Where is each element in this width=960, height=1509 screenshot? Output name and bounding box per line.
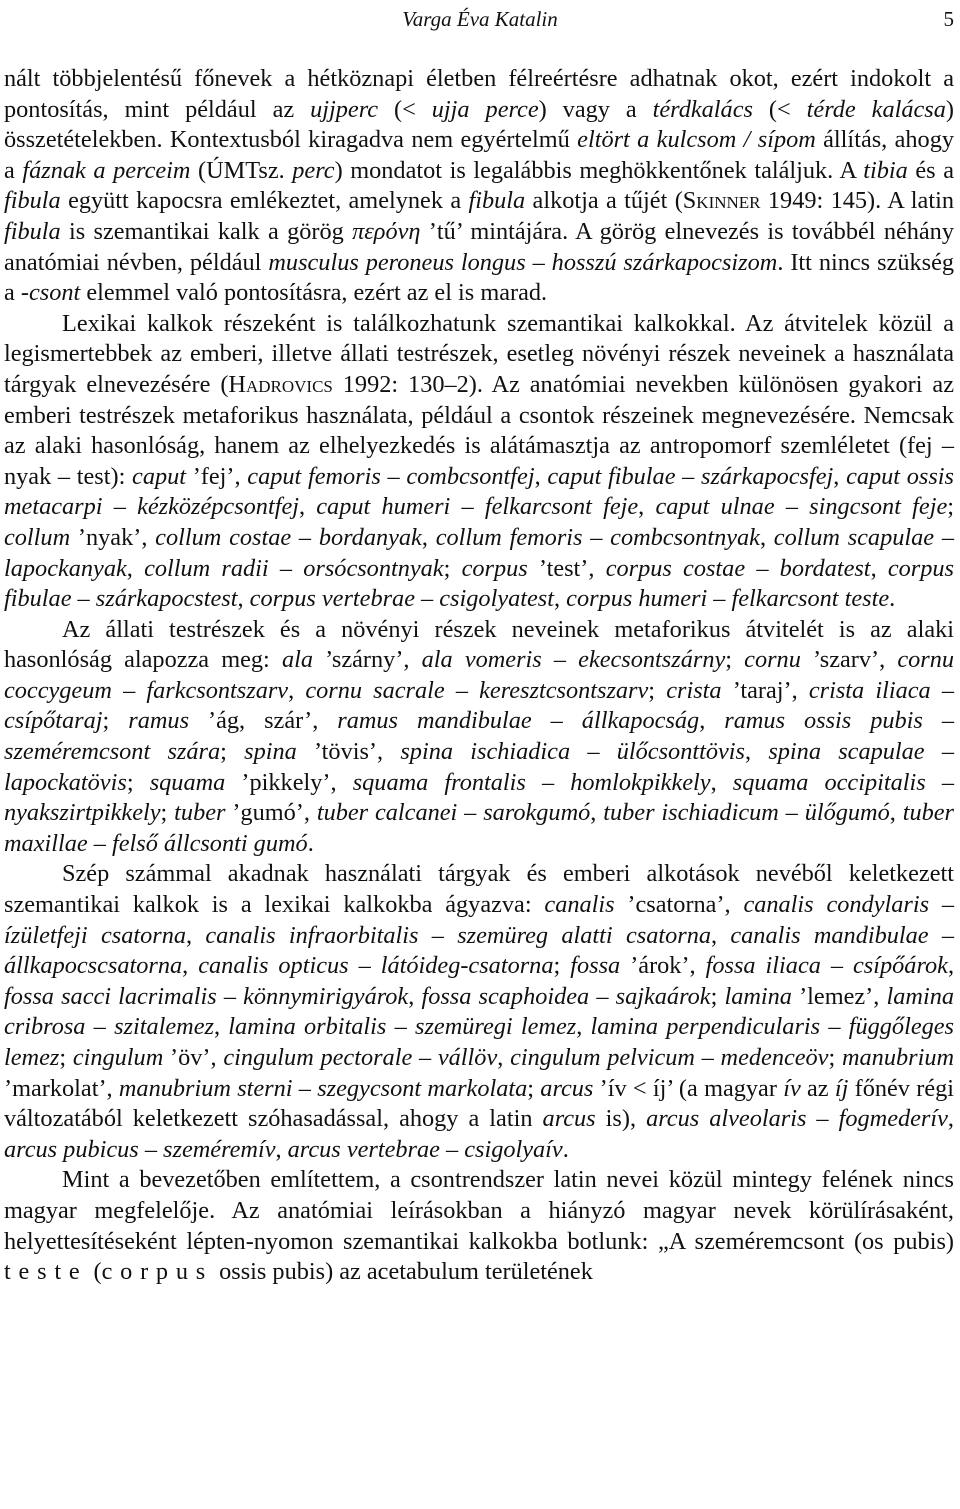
paragraph-5: Mint a bevezetőben említettem, a csontrendszer latin nevei közül mintegy felének nincs magyar megfelelője. Az anatómiai leírásokban a hiányzó magyar nevek körülírásaként, helyettesítéseként lépten-nyomon szemantikai kalkokba botlunk: „A szeméremcsont (os pubis) teste (corpus ossis pubis) az acetabulum területének — [4, 1166, 954, 1286]
paragraph-1: nált többjelentésű főnevek a hétköznapi életben félreértésre adhatnak okot, ezért indokolt a pontosítás, mint például az ujjperc (< ujja perce) vagy a térdkalács (< térde kalácsa) összetételekben. Kontextusból kiragadva nem egyértelmű eltört a kulcsom / sípom állítás, ahogy a fáznak a perceim (ÚMTsz. perc) mondatot is legalábbis meghökkentőnek találjuk. A tibia és a fibula együtt kapocsra emlékeztet, amelynek a fibula alkotja a tűjét (Skinner 1949: 145). A latin fibula is szemantikai kalk a görög περόνη ’tű’ mintájára. A görög elnevezés is továbbél néhány anatómiai névben, például musculus peroneus longus – hosszú szárkapocsizom. Itt nincs szükség a -csont elemmel való pontosításra, ezért az el is marad. — [4, 65, 954, 307]
paragraph-3: Az állati testrészek és a növényi részek neveinek metaforikus átvitelét is az alaki hasonlóság alapozza meg: ala ’szárny’, ala vomeris – ekecsontszárny; cornu ’szarv’, cornu coccygeum – farkcsontszarv, cornu sacrale – keresztcsontszarv; crista ’taraj’, crista iliaca – csípőtaraj; ramus ’ág, szár’, ramus mandibulae – állkapocság, ramus ossis pubis – szeméremcsont szára; spina ’tövis’, spina ischiadica – ülőcsonttövis, spina scapulae – lapockatövis; squama ’pikkely’, squama frontalis – homlokpikkely, squama occipitalis – nyakszirtpikkely; tuber ’gumó’, tuber calcanei – sarokgumó, tuber ischiadicum – ülőgumó, tuber maxillae – felső állcsonti gumó. — [4, 615, 955, 857]
paragraph-2: Lexikai kalkok részeként is találkozhatunk szemantikai kalkokkal. Az átvitelek közül a legismertebbek az emberi, illetve állati testrészek, esetleg növényi részek neveinek a használata tárgyak elnevezésére (Hadrovics 1992: 130–2). Az anatómiai nevekben különösen gyakori az emberi testrészek metaforikus használata, például a csontok részeinek megnevezésére. Nemcsak az alaki hasonlóság, hanem az elhelyezkedés is alátámasztja az antropomorf szemléletet (fej – nyak – test): caput ’fej’, caput femoris – combcsontfej, caput fibulae – szárkapocsfej, caput ossis metacarpi – kézközépcsontfej, caput humeri – felkarcsont feje, caput ulnae – singcsont feje; collum ’nyak’, collum costae – bordanyak, collum femoris – combcsontnyak, collum scapulae – lapockanyak, collum radii – orsócsontnyak; corpus ’test’, corpus costae – bordatest, corpus fibulae – szárkapocstest, corpus vertebrae – csigolyatest, corpus humeri – felkarcsont teste. — [4, 309, 954, 613]
page-number: 5 — [943, 7, 954, 31]
body-text — [4, 64, 954, 1288]
running-head-author: Varga Éva Katalin — [402, 7, 558, 31]
running-header — [0, 6, 960, 32]
paragraph-4: Szép számmal akadnak használati tárgyak és emberi alkotások nevéből keletkezett szemantikai kalkok is a lexikai kalkokba ágyazva: canalis ’csatorna’, canalis condylaris – ízületfeji csatorna, canalis infraorbitalis – szemüreg alatti csatorna, canalis mandibulae – állkapocscsatorna, canalis opticus – látóideg-csatorna; fossa ’árok’, fossa iliaca – csípőárok, fossa sacci lacrimalis – könnymirigyárok, fossa scaphoidea – sajkaárok; lamina ’lemez’, lamina cribrosa – szitalemez, lamina orbitalis – szemüregi lemez, lamina perpendicularis – függőleges lemez; cingulum ’öv’, cingulum pectorale – vállöv, cingulum pelvicum – medenceöv; manubrium ’markolat’, manubrium sterni – szegycsont markolata; arcus ’ív < íj’ (a magyar ív az íj főnév régi változatából keletkezett szóhasadással, ahogy a latin arcus is), arcus alveolaris – fogmederív, arcus pubicus – szeméremív, arcus vertebrae – csigolyaív. — [4, 860, 955, 1163]
